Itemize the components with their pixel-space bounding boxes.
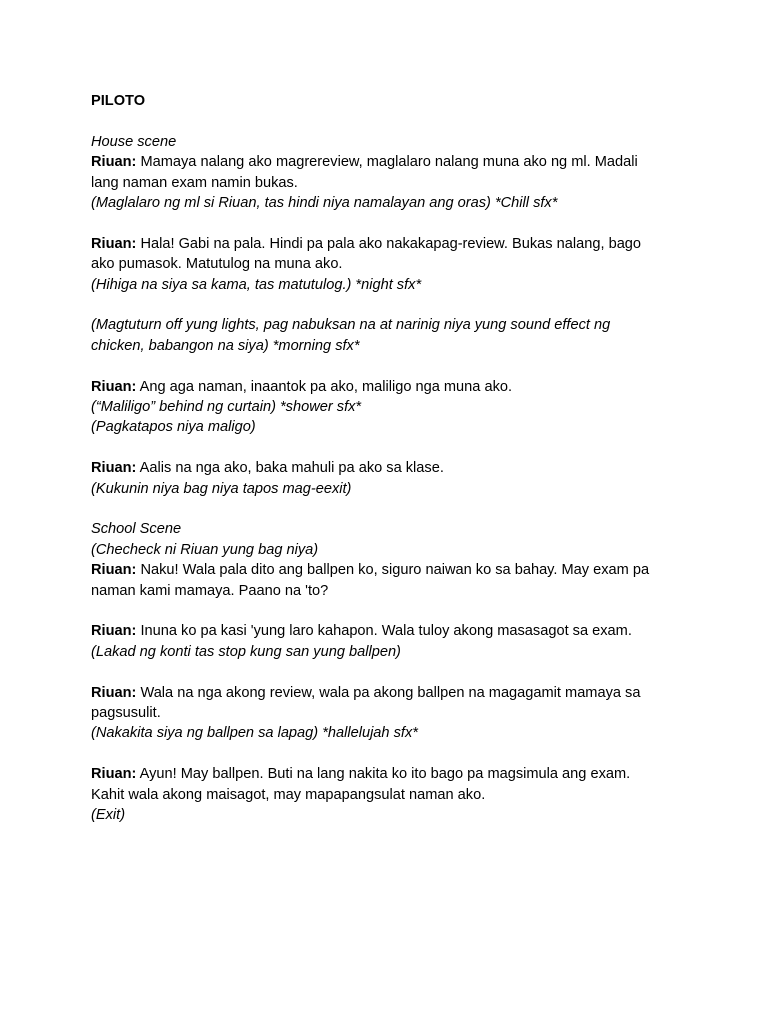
spacer — [91, 356, 691, 376]
dialogue-text: Naku! Wala pala dito ang ballpen ko, siguro naiwan ko sa bahay. May exam pa — [136, 562, 650, 579]
dialogue-line — [91, 683, 691, 703]
dialogue-text: pagsusulit. — [91, 705, 161, 722]
dialogue-line — [91, 234, 691, 254]
stage-direction: (Lakad ng konti tas stop kung san yung ballpen) — [91, 643, 401, 660]
dialogue-text: naman kami mamaya. Paano na 'to? — [91, 582, 329, 599]
stage-direction: (“Maliligo” behind ng curtain) *shower sfx* — [91, 399, 362, 416]
stage-direction: (Kukunin niya bag niya tapos mag-eexit) — [91, 480, 352, 497]
stage-direction: (Hihiga na siya sa kama, tas matutulog.) *night sfx* — [91, 276, 422, 293]
dialogue-text: Wala na nga akong review, wala pa akong ballpen na magagamit mamaya sa — [136, 684, 641, 701]
speaker-name: Riuan: — [91, 154, 137, 171]
stage-direction: (Exit) — [91, 807, 126, 824]
dialogue-text: Ang aga naman, inaantok pa ako, maliligo nga muna ako. — [136, 378, 513, 395]
spacer — [91, 213, 691, 233]
spacer — [91, 295, 691, 315]
spacer — [91, 111, 691, 131]
dialogue-line — [91, 560, 691, 580]
scene-heading-house: House scene — [91, 133, 177, 150]
spacer — [91, 438, 691, 458]
dialogue-line — [91, 764, 691, 784]
spacer — [91, 601, 691, 621]
dialogue-line — [91, 621, 691, 641]
dialogue-text: lang naman exam namin bukas. — [91, 174, 298, 191]
dialogue-text: Mamaya nalang ako magrereview, maglalaro nalang muna ako ng ml. Madali — [136, 154, 638, 171]
spacer — [91, 744, 691, 764]
speaker-name: Riuan: — [91, 766, 137, 783]
stage-direction: (Maglalaro ng ml si Riuan, tas hindi niya namalayan ang oras) *Chill sfx* — [91, 195, 558, 212]
speaker-name: Riuan: — [91, 460, 137, 477]
scene-heading-school: School Scene — [91, 521, 182, 538]
dialogue-text: Kahit wala akong maisagot, may mapapangsulat naman ako. — [91, 786, 486, 803]
dialogue-text: Hala! Gabi na pala. Hindi pa pala ako nakakapag-review. Bukas nalang, bago — [136, 235, 642, 252]
dialogue-text: Aalis na nga ako, baka mahuli pa ako sa klase. — [136, 460, 444, 477]
stage-direction: (Nakakita siya ng ballpen sa lapag) *hallelujah sfx* — [91, 725, 418, 742]
dialogue-text: Ayun! May ballpen. Buti na lang nakita ko ito bago pa magsimula ang exam. — [136, 766, 631, 783]
stage-direction: (Magtuturn off yung lights, pag nabuksan na at narinig niya yung sound effect ng — [91, 317, 611, 334]
speaker-name: Riuan: — [91, 562, 137, 579]
document-title: PILOTO — [91, 93, 146, 109]
dialogue-text: Inuna ko pa kasi 'yung laro kahapon. Wala tuloy akong masasagot sa exam. — [136, 623, 632, 640]
spacer — [91, 499, 691, 519]
stage-direction: chicken, babangon na siya) *morning sfx* — [91, 337, 360, 354]
spacer — [91, 662, 691, 682]
speaker-name: Riuan: — [91, 684, 137, 701]
speaker-name: Riuan: — [91, 623, 137, 640]
stage-direction: (Pagkatapos niya maligo) — [91, 419, 256, 436]
dialogue-line — [91, 152, 691, 172]
script-page — [91, 91, 691, 825]
dialogue-text: ako pumasok. Matutulog na muna ako. — [91, 256, 343, 273]
dialogue-line — [91, 377, 691, 397]
speaker-name: Riuan: — [91, 378, 137, 395]
stage-direction: (Checheck ni Riuan yung bag niya) — [91, 541, 319, 558]
speaker-name: Riuan: — [91, 235, 137, 252]
dialogue-line — [91, 458, 691, 478]
